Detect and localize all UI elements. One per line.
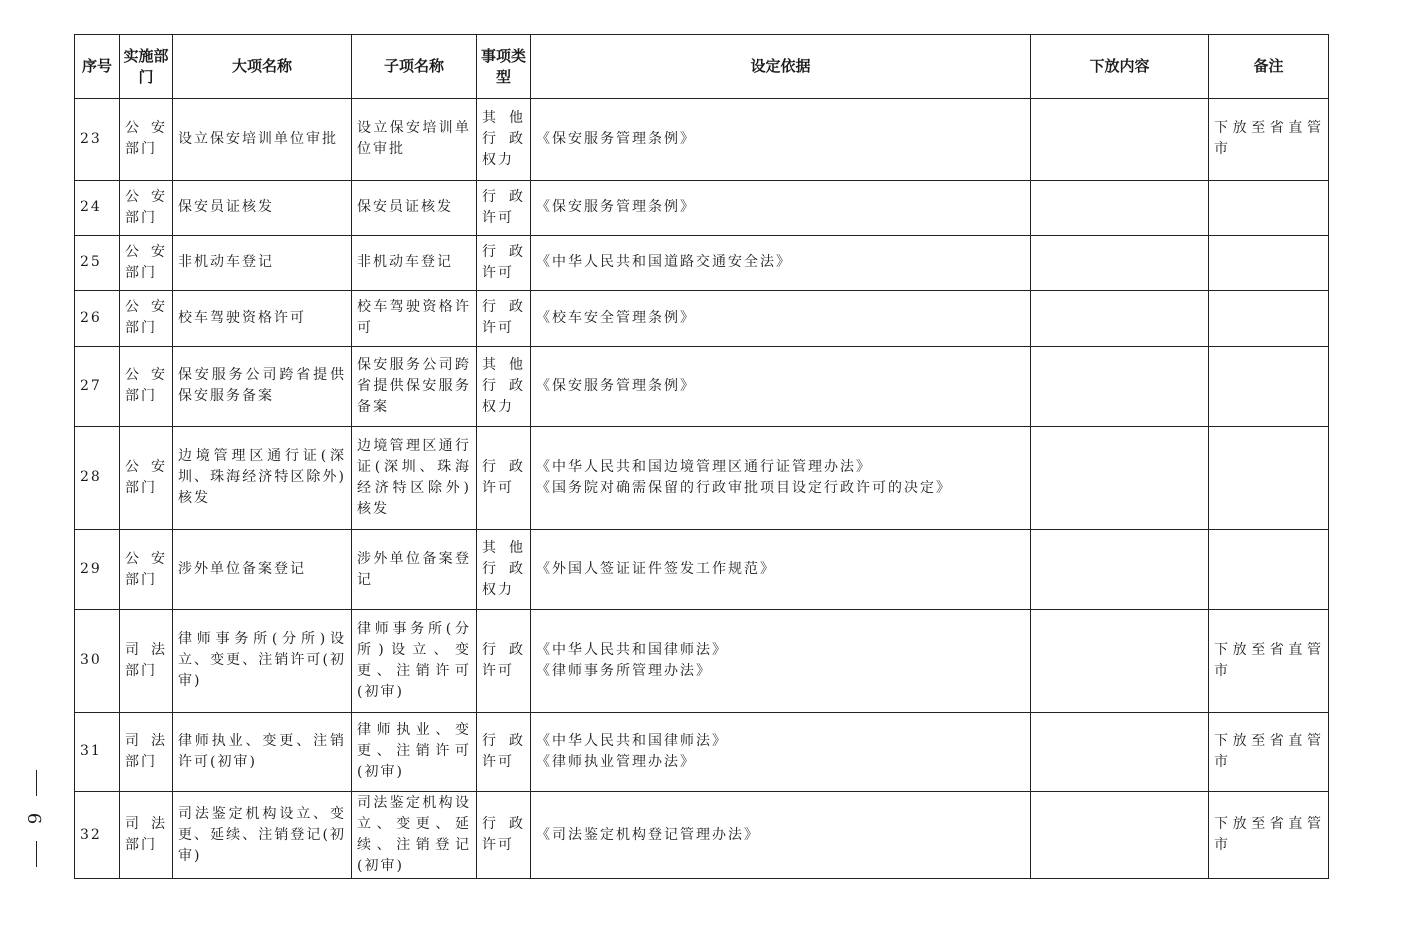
cell-subitem: 非机动车登记 — [352, 235, 477, 290]
cell-dept: 公安部门 — [120, 529, 173, 610]
approval-items-table — [74, 34, 1329, 879]
table-row — [75, 426, 1329, 529]
cell-content — [1031, 610, 1209, 712]
cell-content — [1031, 235, 1209, 290]
page-number: 9 — [25, 812, 47, 825]
cell-subitem: 设立保安培训单位审批 — [352, 99, 477, 181]
cell-content — [1031, 712, 1209, 792]
cell-no: 32 — [75, 792, 120, 879]
cell-basis: 《司法鉴定机构登记管理办法》 — [531, 792, 1031, 879]
cell-type: 行政许可 — [477, 235, 531, 290]
cell-dept: 公安部门 — [120, 347, 173, 427]
cell-no: 28 — [75, 426, 120, 529]
cell-basis: 《中华人民共和国律师法》 《律师事务所管理办法》 — [531, 610, 1031, 712]
table-row — [75, 235, 1329, 290]
cell-subitem: 司法鉴定机构设立、变更、延续、注销登记(初审) — [352, 792, 477, 879]
cell-item: 涉外单位备案登记 — [173, 529, 352, 610]
header-note: 备注 — [1209, 35, 1329, 99]
cell-basis: 《外国人签证证件签发工作规范》 — [531, 529, 1031, 610]
cell-no: 27 — [75, 347, 120, 427]
cell-subitem: 保安服务公司跨省提供保安服务备案 — [352, 347, 477, 427]
cell-type: 行政许可 — [477, 792, 531, 879]
cell-content — [1031, 792, 1209, 879]
cell-dept: 司法部门 — [120, 610, 173, 712]
page-number-dash-bottom — [36, 841, 37, 867]
table-row — [75, 99, 1329, 181]
cell-dept: 公安部门 — [120, 180, 173, 235]
table-row — [75, 610, 1329, 712]
cell-basis: 《中华人民共和国律师法》 《律师执业管理办法》 — [531, 712, 1031, 792]
cell-dept: 公安部门 — [120, 426, 173, 529]
cell-note: 下放至省直管市 — [1209, 712, 1329, 792]
cell-note — [1209, 347, 1329, 427]
cell-type: 行政许可 — [477, 712, 531, 792]
cell-note: 下放至省直管市 — [1209, 610, 1329, 712]
cell-note: 下放至省直管市 — [1209, 99, 1329, 181]
header-dept: 实施部门 — [120, 35, 173, 99]
cell-type: 行政许可 — [477, 426, 531, 529]
page-number-dash-top — [36, 770, 37, 796]
cell-item: 设立保安培训单位审批 — [173, 99, 352, 181]
cell-no: 25 — [75, 235, 120, 290]
cell-item: 非机动车登记 — [173, 235, 352, 290]
cell-item: 保安员证核发 — [173, 180, 352, 235]
cell-item: 律师事务所(分所)设立、变更、注销许可(初审) — [173, 610, 352, 712]
cell-no: 26 — [75, 290, 120, 346]
cell-note — [1209, 426, 1329, 529]
cell-content — [1031, 529, 1209, 610]
cell-content — [1031, 290, 1209, 346]
cell-content — [1031, 180, 1209, 235]
cell-note — [1209, 529, 1329, 610]
cell-type: 行政许可 — [477, 290, 531, 346]
page-number-marker — [22, 770, 50, 880]
cell-note — [1209, 180, 1329, 235]
cell-content — [1031, 99, 1209, 181]
cell-subitem: 律师事务所(分所)设立、变更、注销许可(初审) — [352, 610, 477, 712]
cell-dept: 公安部门 — [120, 290, 173, 346]
cell-dept: 司法部门 — [120, 792, 173, 879]
cell-no: 23 — [75, 99, 120, 181]
cell-content — [1031, 347, 1209, 427]
cell-basis: 《保安服务管理条例》 — [531, 347, 1031, 427]
cell-no: 24 — [75, 180, 120, 235]
header-row — [75, 35, 1329, 99]
cell-type: 行政许可 — [477, 610, 531, 712]
cell-basis: 《校车安全管理条例》 — [531, 290, 1031, 346]
cell-no: 30 — [75, 610, 120, 712]
cell-item: 司法鉴定机构设立、变更、延续、注销登记(初审) — [173, 792, 352, 879]
cell-item: 校车驾驶资格许可 — [173, 290, 352, 346]
cell-subitem: 保安员证核发 — [352, 180, 477, 235]
table-row — [75, 347, 1329, 427]
cell-basis: 《中华人民共和国边境管理区通行证管理办法》 《国务院对确需保留的行政审批项目设定行政许可的决定》 — [531, 426, 1031, 529]
cell-dept: 司法部门 — [120, 712, 173, 792]
cell-basis: 《保安服务管理条例》 — [531, 180, 1031, 235]
cell-item: 边境管理区通行证(深圳、珠海经济特区除外)核发 — [173, 426, 352, 529]
cell-note — [1209, 235, 1329, 290]
cell-subitem: 校车驾驶资格许可 — [352, 290, 477, 346]
header-basis: 设定依据 — [531, 35, 1031, 99]
header-item: 大项名称 — [173, 35, 352, 99]
cell-item: 保安服务公司跨省提供保安服务备案 — [173, 347, 352, 427]
cell-basis: 《中华人民共和国道路交通安全法》 — [531, 235, 1031, 290]
cell-note — [1209, 290, 1329, 346]
table-row — [75, 180, 1329, 235]
cell-type: 其他行政权力 — [477, 99, 531, 181]
cell-subitem: 边境管理区通行证(深圳、珠海经济特区除外)核发 — [352, 426, 477, 529]
table-body — [75, 99, 1329, 879]
cell-type: 其他行政权力 — [477, 347, 531, 427]
cell-dept: 公安部门 — [120, 99, 173, 181]
cell-subitem: 律师执业、变更、注销许可(初审) — [352, 712, 477, 792]
cell-content — [1031, 426, 1209, 529]
header-no: 序号 — [75, 35, 120, 99]
cell-type: 行政许可 — [477, 180, 531, 235]
table-row — [75, 529, 1329, 610]
table-row — [75, 712, 1329, 792]
cell-type: 其他行政权力 — [477, 529, 531, 610]
table-row — [75, 792, 1329, 879]
cell-no: 31 — [75, 712, 120, 792]
cell-note: 下放至省直管市 — [1209, 792, 1329, 879]
header-subitem: 子项名称 — [352, 35, 477, 99]
cell-subitem: 涉外单位备案登记 — [352, 529, 477, 610]
table-row — [75, 290, 1329, 346]
header-content: 下放内容 — [1031, 35, 1209, 99]
cell-no: 29 — [75, 529, 120, 610]
header-type: 事项类型 — [477, 35, 531, 99]
cell-dept: 公安部门 — [120, 235, 173, 290]
cell-basis: 《保安服务管理条例》 — [531, 99, 1031, 181]
cell-item: 律师执业、变更、注销许可(初审) — [173, 712, 352, 792]
